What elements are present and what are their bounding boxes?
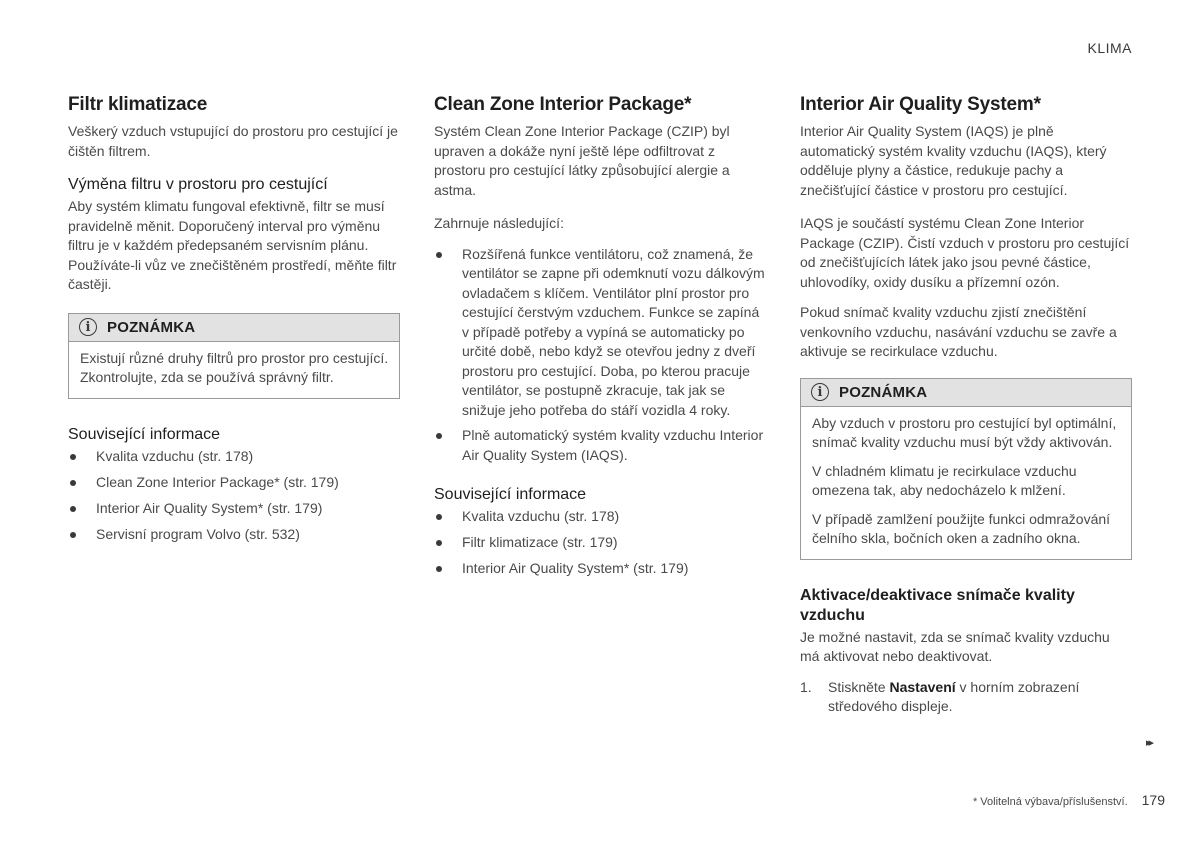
note-body [801,407,1131,559]
related-link[interactable]: Kvalita vzduchu (str. 178) [68,447,400,466]
intro-text: Systém Clean Zone Interior Package (CZIP) byl upraven a dokáže nyní ještě lépe odfiltrovat z prostoru pro cestující látky způsobující alergie a astma. [434,123,730,198]
note-header [69,314,399,342]
note-text: V případě zamlžení použijte funkci odmražování čelního skla, bočních oken a zadního okna. [812,510,1111,546]
info-icon: i [79,318,97,336]
subsection-title: Výměna filtru v prostoru pro cestující [68,176,328,193]
page-number: 179 [1141,792,1165,808]
subsection-text: Aby systém klimatu fungoval efektivně, filtr se musí pravidelně měnit. Doporučený interval pro výměnu filtru je v každém předepsaném servisním plánu. Používáte-li vůz ve znečištěném prostředí, měňte filtr častěji. [68,198,397,292]
intro-text: Veškerý vzduch vstupující do prostoru pro cestující je čištěn filtrem. [68,123,398,159]
note-label: POZNÁMKA [107,318,196,336]
related-link[interactable]: Kvalita vzduchu (str. 178) [434,507,766,526]
note-label: POZNÁMKA [839,383,928,401]
note-text: V chladném klimatu je recirkulace vzduchu omezena tak, aby nedocházelo k mlžení. [812,462,1077,498]
related-list [434,507,766,578]
related-link[interactable]: Interior Air Quality System* (str. 179) [434,559,766,578]
bullet-icon [70,506,76,512]
bullet-icon [436,252,442,258]
ui-term-nastaveni: Nastavení [889,678,956,695]
step-list [800,678,1132,717]
paragraph: IAQS je součástí systému Clean Zone Interior Package (CZIP). Čistí vzduch v prostoru pro cestující od znečišťujících látek jako jsou pevné částice, uhlovodíky, oxidy dusíku a přízemní ozón. [800,215,1130,290]
related-link[interactable]: Interior Air Quality System* (str. 179) [68,499,400,518]
list-item: Rozšířená funkce ventilátoru, což znamená, že ventilátor se zapne při odemknutí vozu dálkovým ovladačem s klíčem. Ventilátor plní prostor pro cestující čerstvým vzduchem. Funkce se zapíná v případě potřeby a vypíná se automaticky po určité době, nebo když se otevřou jedny z dveří prostoru pro cestující. Doba, po kterou pracuje ventilátor, se postupně zkracuje, tak jak se snižuje jeho potřeba do stáří vozidla 4 roky. [434,245,766,421]
column-filtr-klimatizace [68,93,400,551]
step-number: 1. [800,678,812,695]
includes-text: Zahrnuje následující: [434,215,564,231]
bullet-icon [70,480,76,486]
related-link[interactable]: Servisní program Volvo (str. 532) [68,525,400,544]
bullet-icon [436,433,442,439]
column-iaqs [800,93,1132,717]
info-icon: i [811,383,829,401]
paragraph: Pokud snímač kvality vzduchu zjistí znečištění venkovního vzduchu, nasávání vzduchu se zavře a aktivuje se recirkulace vzduchu. [800,304,1117,359]
section-title: Interior Air Quality System* [800,94,1041,115]
bullet-icon [70,532,76,538]
note-text: Aby vzduch v prostoru pro cestující byl optimální, snímač kvality vzduchu musí být vždy aktivován. [812,414,1117,450]
note-header [801,379,1131,407]
bullet-icon [436,566,442,572]
bullet-icon [70,454,76,460]
note-box [68,313,400,399]
column-clean-zone [434,93,766,585]
note-text: Existují různé druhy filtrů pro prostor pro cestující. Zkontrolujte, zda se používá správný filtr. [80,349,389,385]
bullet-icon [436,540,442,546]
list-item: Plně automatický systém kvality vzduchu Interior Air Quality System (IAQS). [434,426,766,465]
subsection-title: Aktivace/deaktivace snímače kvality vzduchu [800,586,1075,624]
related-list [68,447,400,544]
bullet-icon [436,514,442,520]
page-footer [973,792,1165,808]
feature-list [434,245,766,466]
section-header: KLIMA [1087,40,1132,56]
related-link[interactable]: Clean Zone Interior Package* (str. 179) [68,473,400,492]
section-title: Clean Zone Interior Package* [434,94,692,115]
continue-arrows-icon: ▸▸ [1146,737,1152,749]
related-link[interactable]: Filtr klimatizace (str. 179) [434,533,766,552]
note-box [800,378,1132,560]
related-title: Související informace [68,425,221,443]
subsection-text: Je možné nastavit, zda se snímač kvality vzduchu má aktivovat nebo deaktivovat. [800,628,1110,664]
section-title: Filtr klimatizace [68,94,208,115]
paragraph: Interior Air Quality System (IAQS) je plně automatický systém kvality vzduchu (IAQS), který odděluje plyny a částice, redukuje pachy a znečišťující částice v prostoru pro cestující. [800,123,1107,198]
step-item: 1. Stiskněte Nastavení v horním zobrazení středového displeje. [800,678,1080,714]
footer-note: * Volitelná výbava/příslušenství. [972,796,1128,808]
related-title: Související informace [434,486,587,503]
note-body [69,342,399,398]
